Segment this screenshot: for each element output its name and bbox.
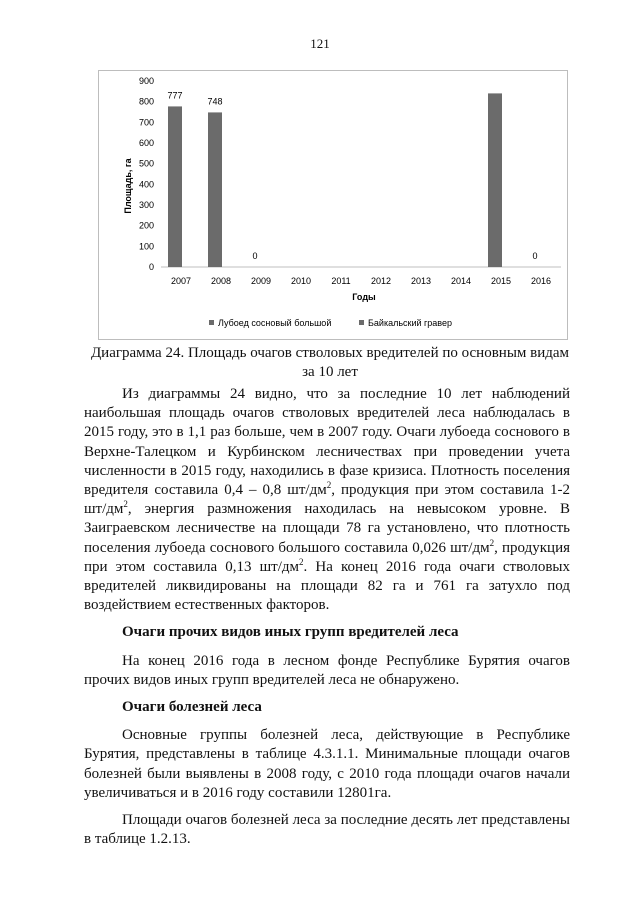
y-axis [139,76,154,272]
data-labels [167,90,537,261]
x-tick-label: 2013 [410,276,432,286]
legend-entry: Лубоед сосновый большой [218,318,332,328]
superscript: 2 [299,556,304,567]
data-label: 0 [532,251,538,261]
paragraph-text: . На конец 2016 года очаги стволовых вредителей ликвидированы на площади 82 га и 761 га затухло под воздействием естественных факторов. [84,558,571,614]
y-tick-label: 400 [138,179,154,190]
page-number: 121 [310,36,330,51]
x-tick-label: 2014 [450,276,472,286]
bar [488,93,502,267]
paragraph-diagram-analysis [84,385,570,615]
x-axis [161,267,561,286]
paragraph-text: , продукция при этом составила 0,13 шт/дм [84,539,570,575]
caption-line-2: за 10 лет [302,364,358,380]
y-tick-label: 800 [138,96,154,107]
data-label: 0 [252,251,258,261]
bar [168,106,182,267]
chart-frame [98,70,568,340]
x-tick-label: 2010 [290,276,312,286]
caption-line-1: Диаграмма 24. Площадь очагов стволовых вредителей по основным видам [90,345,570,361]
x-tick-label: 2007 [170,276,192,286]
superscript: 2 [489,537,495,548]
paragraph-diseases-table: Площади очагов болезней леса за последние десять лет представлены в таблице 1.2.13. [84,812,570,848]
bar [208,112,222,267]
bar-series [168,93,502,267]
x-tick-label: 2012 [370,276,392,286]
legend [209,318,452,328]
y-tick-label: 300 [138,200,154,210]
x-tick-label: 2009 [250,276,272,286]
chart-caption [60,344,600,382]
section-heading-diseases: Очаги болезней леса [122,699,262,716]
section-heading-other-pests: Очаги прочих видов иных групп вредителей леса [122,624,459,641]
body-text [84,385,570,849]
x-tick-label: 2011 [331,276,351,286]
y-tick-label: 100 [138,241,154,252]
x-axis-title: Годы [352,292,376,302]
y-tick-label: 200 [138,220,154,231]
paragraph-other-pests: На конец 2016 года в лесном фонде Республике Бурятия очагов прочих видов иных групп вредителей леса не обнаружено. [84,652,570,688]
data-label: 748 [207,96,223,107]
paragraph-text: Из диаграммы 24 видно, что за последние 10 лет наблюдений наибольшая площадь очагов стволовых вредителей леса наблюдалась в 2015 году, это в 1,1 раз больше, чем в 2007 году. Очаги лубоеда соснового в Верхне-Талецком и Курбинском лесничествах при проведении учета численности в 2015 году, находились в фазе кризиса. Плотность поселения вредителя составила 0,4 – 0,8 шт/дм [84,386,570,499]
y-axis-title: Площадь, га [123,158,133,214]
paragraph-diseases: Основные группы болезней леса, действующие в Республике Бурятия, представлены в таблице 4.3.1.1. Минимальные площади очагов болезней были выявлены в 2008 году, с 2010 года площади очагов начали увеличиваться и в 2016 году составили 12801га. [84,727,570,801]
y-tick-label: 900 [138,76,154,86]
bar-chart [99,71,569,341]
x-tick-label: 2015 [490,276,512,286]
x-tick-label: 2008 [210,276,232,286]
y-tick-label: 700 [138,117,154,128]
superscript: 2 [326,480,332,491]
x-tick-label: 2016 [530,276,552,286]
legend-marker [359,320,364,325]
legend-marker [209,320,214,325]
paragraph-text: , продукция при этом составила 1-2 шт/дм [84,482,570,518]
superscript: 2 [123,499,128,510]
y-tick-label: 600 [138,138,154,148]
y-tick-label: 0 [148,262,154,272]
paragraph-text: , энергия размножения находилась на невысоком уровне. В Заиграевском лесничестве на площади 78 га установлено, что плотность поселения лубоеда соснового большого составила 0,026 шт/дм [84,501,570,556]
spacer [84,803,570,811]
legend-entry: Байкальский гравер [368,318,452,328]
data-label: 777 [167,90,183,101]
y-tick-label: 500 [138,158,154,169]
